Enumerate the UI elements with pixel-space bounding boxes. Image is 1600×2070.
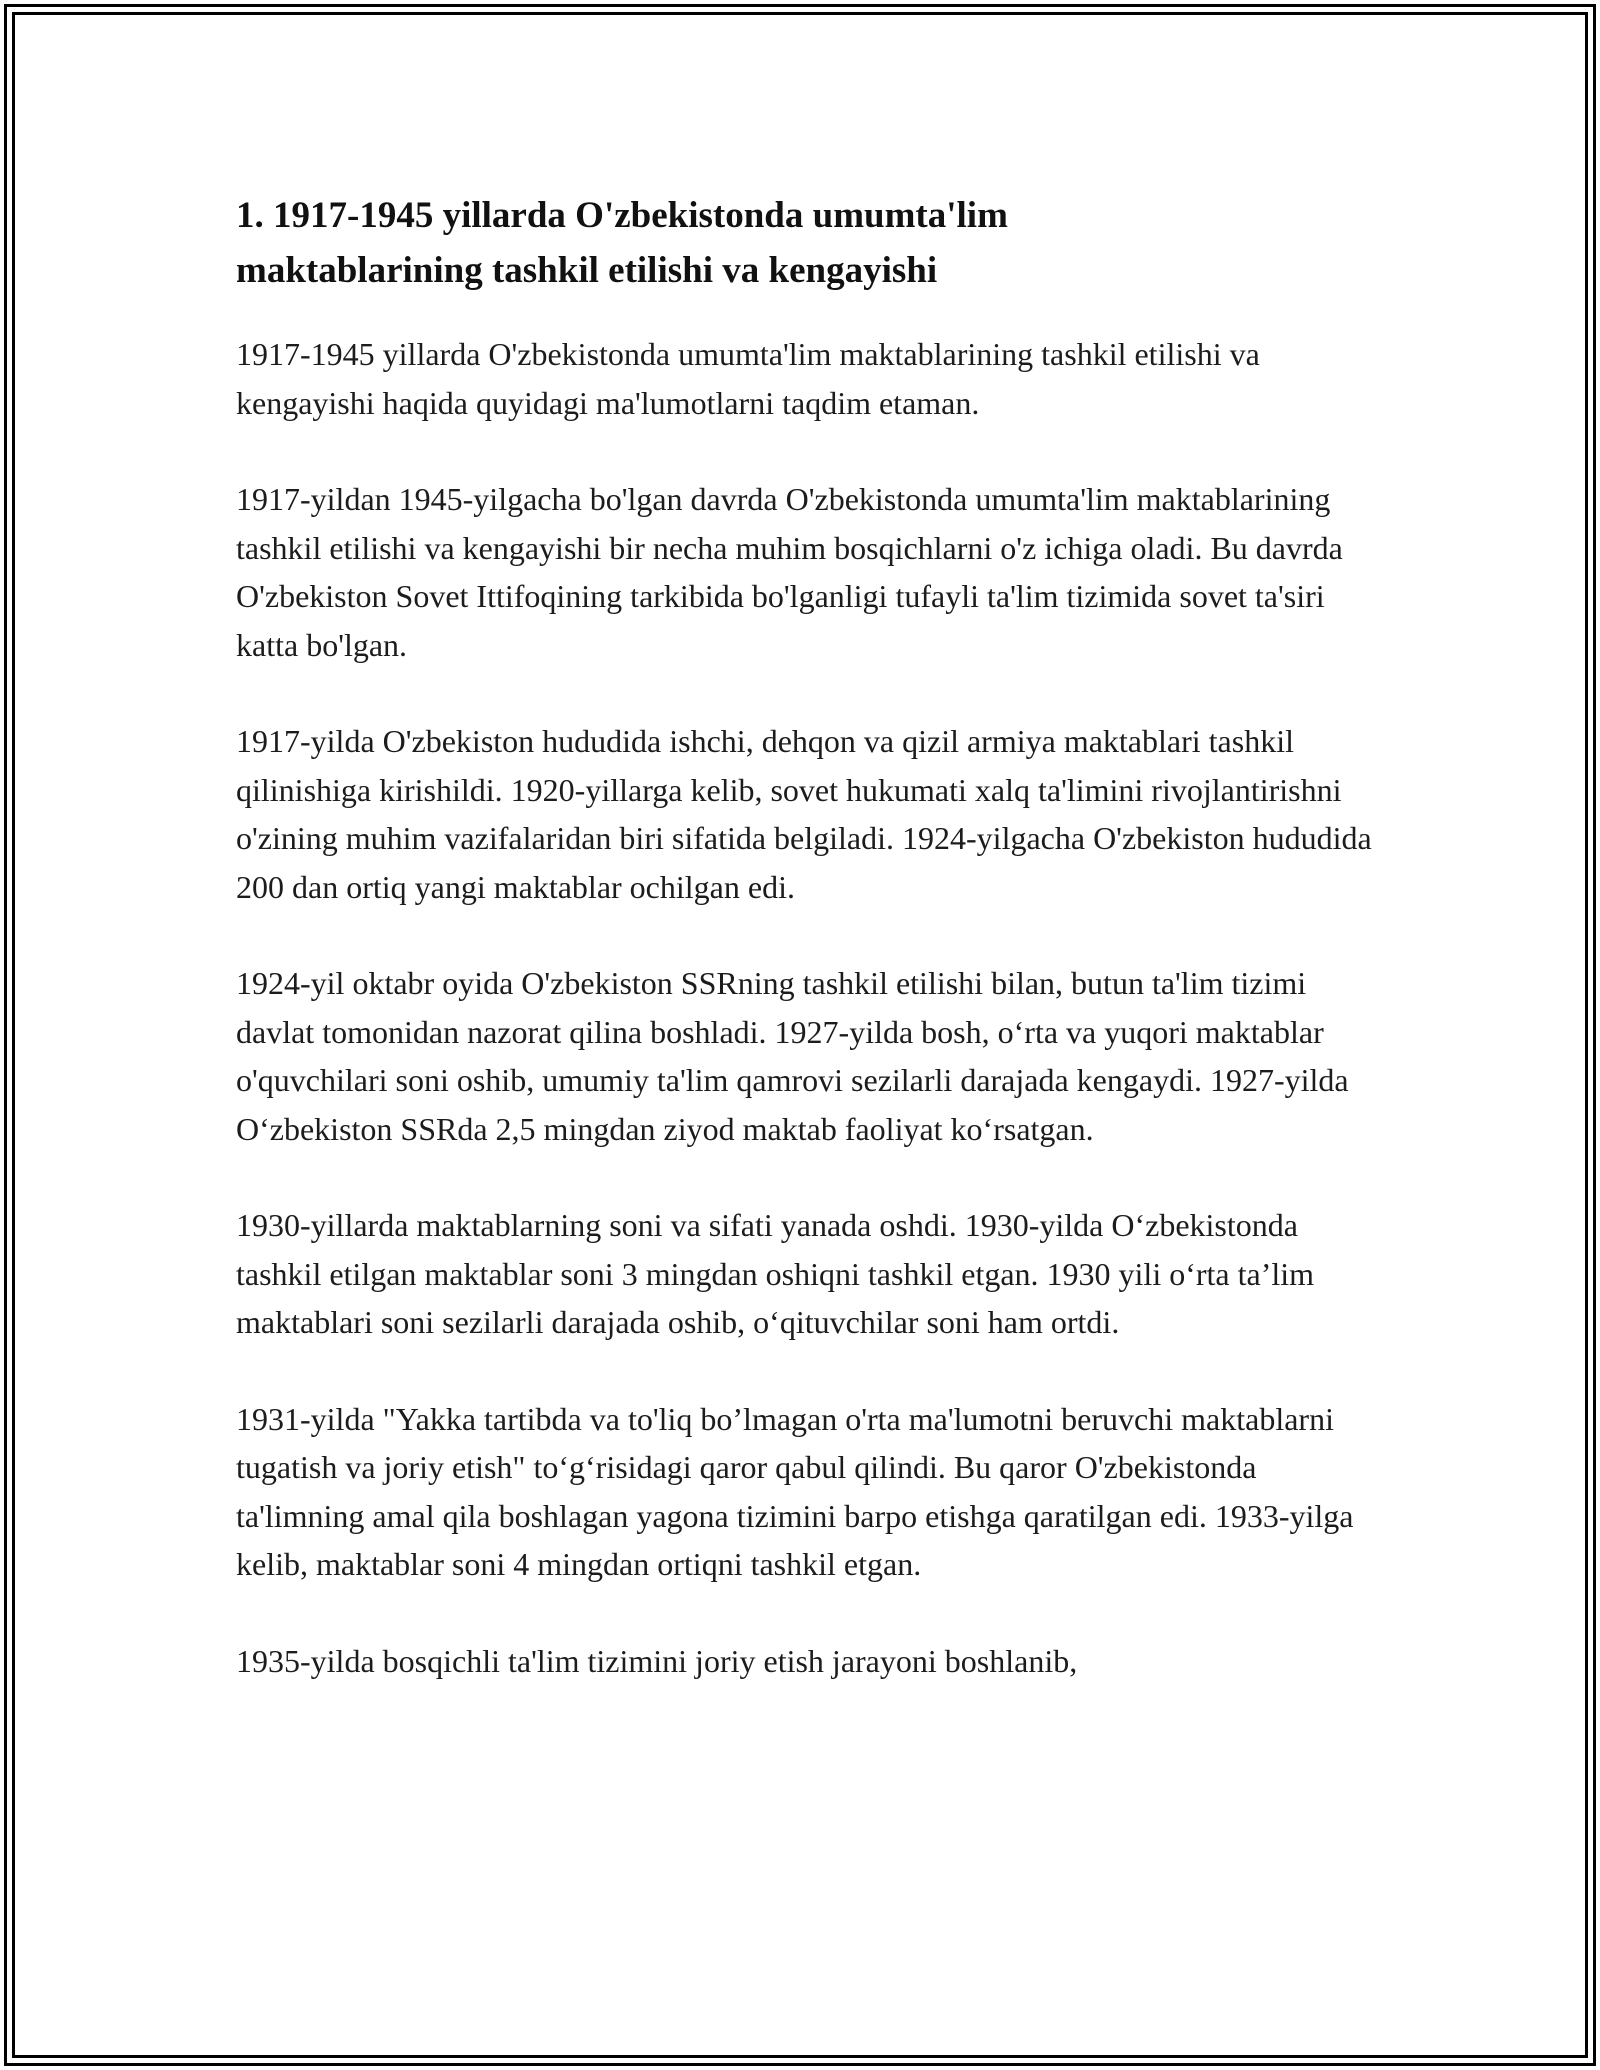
paragraph-intro: 1917-1945 yillarda O'zbekistonda umumta'lim maktablarining tashkil etilishi va kengayishi haqida quyidagi ma'lumotlarni taqdim etaman. (236, 336, 1260, 421)
document-body (236, 188, 1386, 1733)
paragraph-1935: 1935-yilda bosqichli ta'lim tizimini joriy etish jarayoni boshlanib, (236, 1642, 1078, 1679)
paragraph-overview: 1917-yildan 1945-yilgacha bo'lgan davrda O'zbekistonda umumta'lim maktablarining tashkil etilishi va kengayishi bir necha muhim bosqichlarni o'z ichiga oladi. Bu davrda O'zbekiston Sovet Ittifoqining tarkibida bo'lganligi tufayli ta'lim tizimida sovet ta'siri katta bo'lgan. (236, 481, 1343, 663)
paragraph-1931: 1931-yilda "Yakka tartibda va to'liq bo’lmagan o'rta ma'lumotni beruvchi maktablarni tugatish va joriy etish" to‘g‘risidagi qaror qabul qilindi. Bu qaror O'zbekistonda ta'limning amal qila boshlagan yagona tizimini barpo etishga qaratilgan edi. 1933-yilga kelib, maktablar soni 4 mingdan ortiqni tashkil etgan. (236, 1400, 1354, 1582)
document-title (236, 188, 1386, 298)
paragraph-1924: 1924-yil oktabr oyida O'zbekiston SSRning tashkil etilishi bilan, butun ta'lim tizimi davlat tomonidan nazorat qilina boshladi. 1927-yilda bosh, o‘rta va yuqori maktablar o'quvchilari soni oshib, umumiy ta'lim qamrovi sezilarli darajada kengaydi. 1927-yilda O‘zbekiston SSRda 2,5 mingdan ziyod maktab faoliyat ko‘rsatgan. (236, 965, 1349, 1147)
document-title-line-1: 1. 1917-1945 yillarda O'zbekistonda umumta'lim (236, 195, 1008, 236)
paragraph-1930: 1930-yillarda maktablarning soni va sifati yanada oshdi. 1930-yilda O‘zbekistonda tashkil etilgan maktablar soni 3 mingdan oshiqni tashkil etgan. 1930 yili o‘rta ta’lim maktablari soni sezilarli darajada oshib, o‘qituvchilar soni ham ortdi. (236, 1207, 1315, 1340)
document-title-line-2: maktablarining tashkil etilishi va kengayishi (236, 250, 938, 291)
paragraph-1917: 1917-yilda O'zbekiston hududida ishchi, dehqon va qizil armiya maktablari tashkil qilinishiga kirishildi. 1920-yillarga kelib, sovet hukumati xalq ta'limini rivojlantirishni o'zining muhim vazifalaridan biri sifatida belgiladi. 1924-yilgacha O'zbekiston hududida 200 dan ortiq yangi maktablar ochilgan edi. (236, 723, 1372, 905)
